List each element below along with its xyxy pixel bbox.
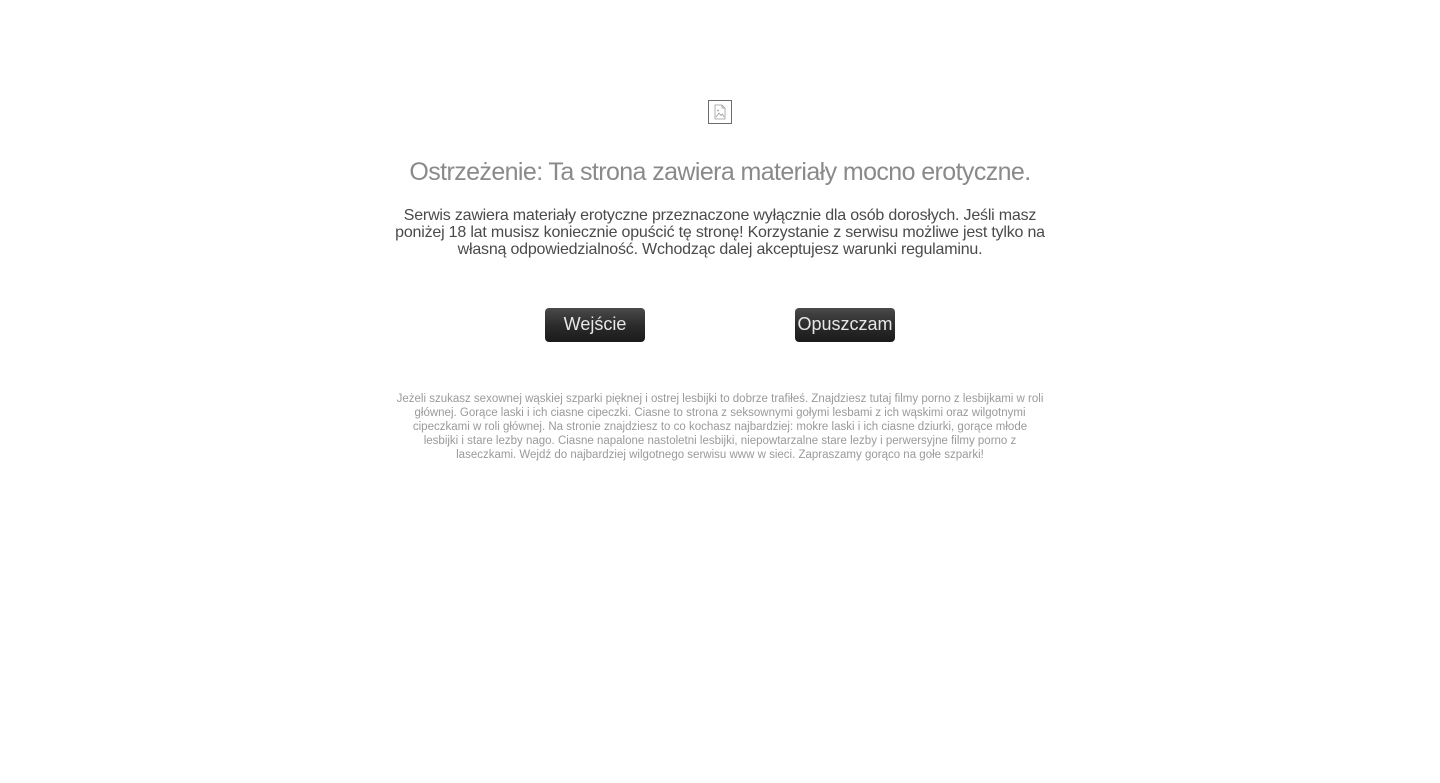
leave-button[interactable]: Opuszczam <box>795 308 895 342</box>
warning-title: Ostrzeżenie: Ta strona zawiera materiały mocno erotyczne. <box>409 158 1031 186</box>
footer-seo-text: Jeżeli szukasz sexownej wąskiej szparki pięknej i ostrej lesbijki to dobrze trafiłeś. Znajdziesz tutaj filmy porno z lesbijkami w roli głównej. Gorące laski i ich ciasne cipeczki. Ciasne to strona z seksownymi gołymi lesbami z ich wąskimi oraz wilgotnymi cipeczkami w roli głównej. Na stronie znajdziesz to co kochasz najbardziej: mokre laski i ich ciasne dziurki, gorące młode lesbijki i stare lezby nago. Ciasne napalone nastoletni lesbijki, niepowtarzalne stare lezby i perwersyjne filmy porno z laseczkami. Wejdź do najbardziej wilgotnego serwisu www w sieci. Zapraszamy gorąco na gołe szparki! <box>396 393 1044 461</box>
warning-intro-text: Serwis zawiera materiały erotyczne przeznaczone wyłącznie dla osób dorosłych. Jeśli masz poniżej 18 lat musisz koniecznie opuścić tę stronę! Korzystanie z serwisu możliwe jest tylko na własną odpowiedzialność. Wchodząc dalej akceptujesz warunki regulaminu. <box>395 207 1045 258</box>
broken-image-icon <box>708 100 732 124</box>
enter-button[interactable]: Wejście <box>545 308 645 342</box>
